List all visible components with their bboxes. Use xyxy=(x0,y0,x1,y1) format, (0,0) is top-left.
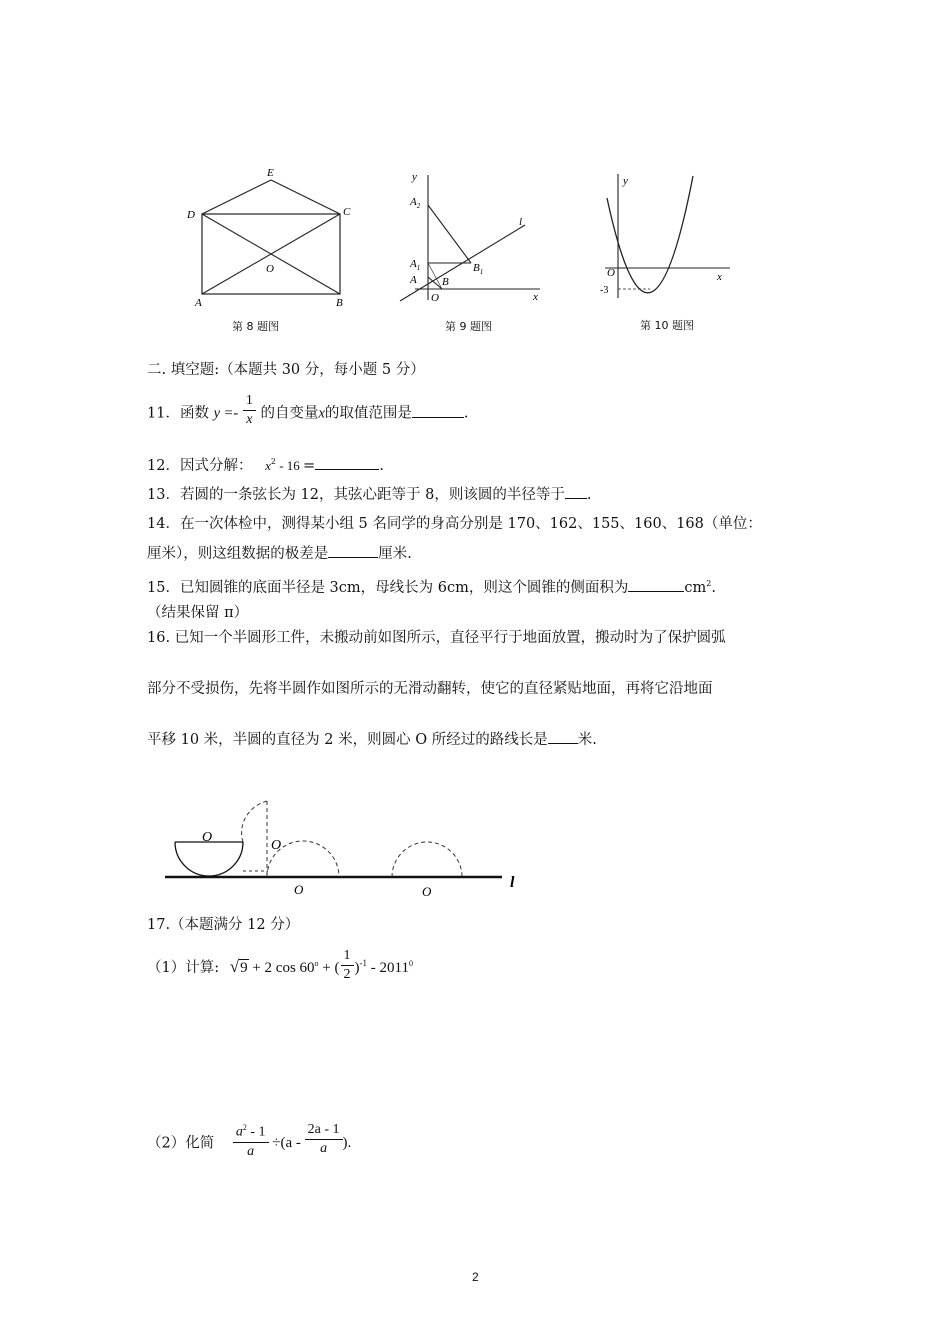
label-y: y xyxy=(412,171,417,183)
section-2-title: 二. 填空题:（本题共 30 分，每小题 5 分） xyxy=(147,362,425,378)
label-E: E xyxy=(267,167,274,179)
label-l: l xyxy=(519,216,523,228)
page-number: 2 xyxy=(472,1270,479,1284)
question-17-title: 17.（本题满分 12 分） xyxy=(147,917,300,933)
figure-10 xyxy=(595,168,745,308)
label-x: x xyxy=(717,271,722,283)
label-A1: $A_1$ xyxy=(410,258,421,272)
answer-blank[interactable] xyxy=(565,484,587,499)
question-13: 13．若圆的一条弦长为 12，其弦心距等于 8，则该圆的半径等于 . xyxy=(147,484,591,505)
label-x: x xyxy=(533,291,538,303)
answer-blank[interactable] xyxy=(315,455,379,470)
question-16-line-1: 16. 已知一个半圆形工件，未搬动前如图所示，直径平行于地面放置，搬动时为了保护圆弧 xyxy=(147,630,726,646)
label-C: C xyxy=(343,206,351,218)
label-O: O xyxy=(431,292,439,304)
answer-blank[interactable] xyxy=(628,577,684,592)
answer-blank[interactable] xyxy=(412,403,464,418)
label-O-1: O xyxy=(202,830,213,845)
label-B1: $B_1$ xyxy=(473,262,484,276)
label-l: l xyxy=(510,874,515,891)
parabola xyxy=(607,176,693,293)
label-y: y xyxy=(623,175,628,187)
question-12: 12．因式分解： $x^2 - 16$ = . xyxy=(147,452,384,476)
answer-blank[interactable] xyxy=(328,543,378,558)
label-A2: $A_2$ xyxy=(410,196,421,210)
figure-9 xyxy=(395,165,555,310)
question-15-line-1: 15．已知圆锥的底面半径是 3cm，母线长为 6cm，则这个圆锥的侧面积为 $cm^2$. xyxy=(147,574,716,598)
label-B: B xyxy=(336,297,343,309)
question-14-line-2: 厘米），则这组数据的极差是 厘米. xyxy=(147,543,412,564)
question-11: 11．函数 y =- $\frac{1}{x}$ 的自变量x的取值范围是 . xyxy=(147,393,469,427)
label-O: O xyxy=(266,263,274,275)
figure-9-caption: 第 9 题图 xyxy=(445,320,492,333)
figure-10-caption: 第 10 题图 xyxy=(640,319,694,332)
fraction-1-over-x: $\frac{1}{x}$ xyxy=(243,392,256,429)
question-14-line-1: 14．在一次体检中，测得某小组 5 名同学的身高分别是 170、162、155、160、168（单位： xyxy=(147,516,762,532)
label-D: D xyxy=(187,209,195,221)
question-17-part-1: （1）计算: √9 + 2 $\cos 60^o$ + ( $\frac{1}{2}$ )$^{-1}$ - 2011$^0$ xyxy=(147,948,413,983)
figure-8-caption: 第 8 题图 xyxy=(232,320,279,333)
label-O-3: O xyxy=(294,882,304,897)
label-A: A xyxy=(410,274,417,286)
label-O-2: O xyxy=(271,838,282,853)
label-A: A xyxy=(195,297,202,309)
question-16-line-2: 部分不受损伤，先将半圆作如图所示的无滑动翻转，使它的直径紧贴地面，再将它沿地面 xyxy=(147,681,713,697)
answer-blank[interactable] xyxy=(548,729,578,744)
figure-16-semicircle-rolling xyxy=(160,775,540,905)
label-neg3: -3 xyxy=(600,285,609,296)
figure-8 xyxy=(180,160,370,320)
question-17-part-2: （2）化简 $\frac{a^2 - 1}{a}$ ÷(a - $\frac{2a - 1}{a}$ ). xyxy=(147,1127,351,1161)
label-O: O xyxy=(607,267,615,279)
label-O-4: O xyxy=(422,884,432,899)
question-15-line-2: （结果保留 π） xyxy=(147,605,249,621)
label-B: B xyxy=(442,276,449,288)
question-16-line-3: 平移 10 米，半圆的直径为 2 米，则圆心 O 所经过的路线长是 米. xyxy=(147,729,597,750)
